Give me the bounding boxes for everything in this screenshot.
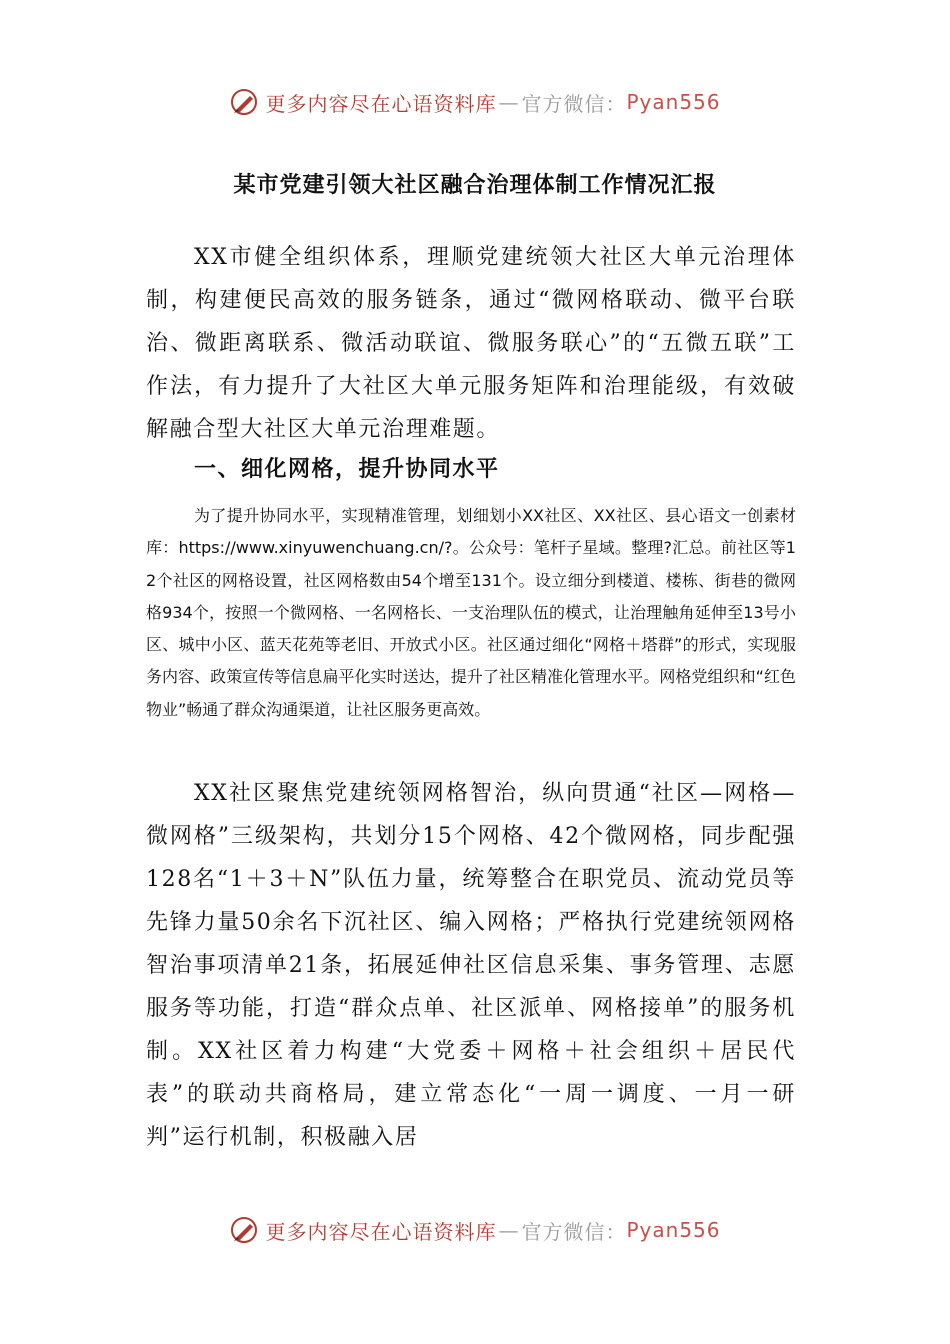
banner-separator: — (498, 90, 520, 114)
pen-logo-icon (229, 1215, 259, 1245)
banner-separator: — (498, 1218, 520, 1242)
footer-watermark-banner (0, 1210, 950, 1250)
document-title: 某市党建引领大社区融合治理体制工作情况汇报 (233, 172, 717, 198)
banner-wechat-id: Pyan556 (626, 90, 721, 114)
banner-text: 更多内容尽在心语资料库 (265, 1219, 497, 1244)
header-watermark-banner (0, 82, 950, 122)
section-heading: 一、细化网格，提升协同水平 (194, 456, 500, 482)
banner-text: 更多内容尽在心语资料库 (265, 91, 497, 116)
section-paragraph-2: XX社区聚焦党建统领网格智治，纵向贯通“社区—网格—微网格”三级架构，共划分15个网格、42个微网格，同步配强128名“1＋3＋N”队伍力量，统筹整合在职党员、流动党员等先锋力量50余名下沉社区、编入网格；严格执行党建统领网格智治事项清单21条，拓展延伸社区信息采集、事务管理、志愿服务等功能，打造“群众点单、社区派单、网格接单”的服务机制。XX社区着力构建“大党委＋网格＋社会组织＋居民代表”的联动共商格局，建立常态化“一周一调度、一月一研判”运行机制，积极融入居 (146, 781, 796, 1150)
banner-wechat-label: 官方微信： (521, 91, 627, 116)
banner-wechat-id: Pyan556 (626, 1218, 721, 1242)
intro-paragraph: XX市健全组织体系，理顺党建统领大社区大单元治理体制，构建便民高效的服务链条，通过“微网格联动、微平台联治、微距离联系、微活动联谊、微服务联心”的“五微五联”工作法，有力提升了大社区大单元服务矩阵和治理能级，有效破解融合型大社区大单元治理难题。 (146, 245, 796, 442)
section-paragraph: 为了提升协同水平，实现精准管理，划细划小XX社区、XX社区、县心语文一创素材库：https://www.xinyuwenchuang.cn/?。公众号：笔杆子星域。整理?汇总。前社区等12个社区的网格设置，社区网格数由54个增至131个。设立细分到楼道、楼栋、街巷的微网格934个，按照一个微网格、一名网格长、一支治理队伍的模式，让治理触角延伸至13号小区、城中小区、蓝天花苑等老旧、开放式小区。社区通过细化“网格＋塔群”的形式，实现服务内容、政策宣传等信息扁平化实时送达，提升了社区精准化管理水平。网格党组织和“红色物业”畅通了群众沟通渠道，让社区服务更高效。 (146, 506, 796, 719)
banner-wechat-label: 官方微信： (521, 1219, 627, 1244)
pen-logo-icon (229, 87, 259, 117)
